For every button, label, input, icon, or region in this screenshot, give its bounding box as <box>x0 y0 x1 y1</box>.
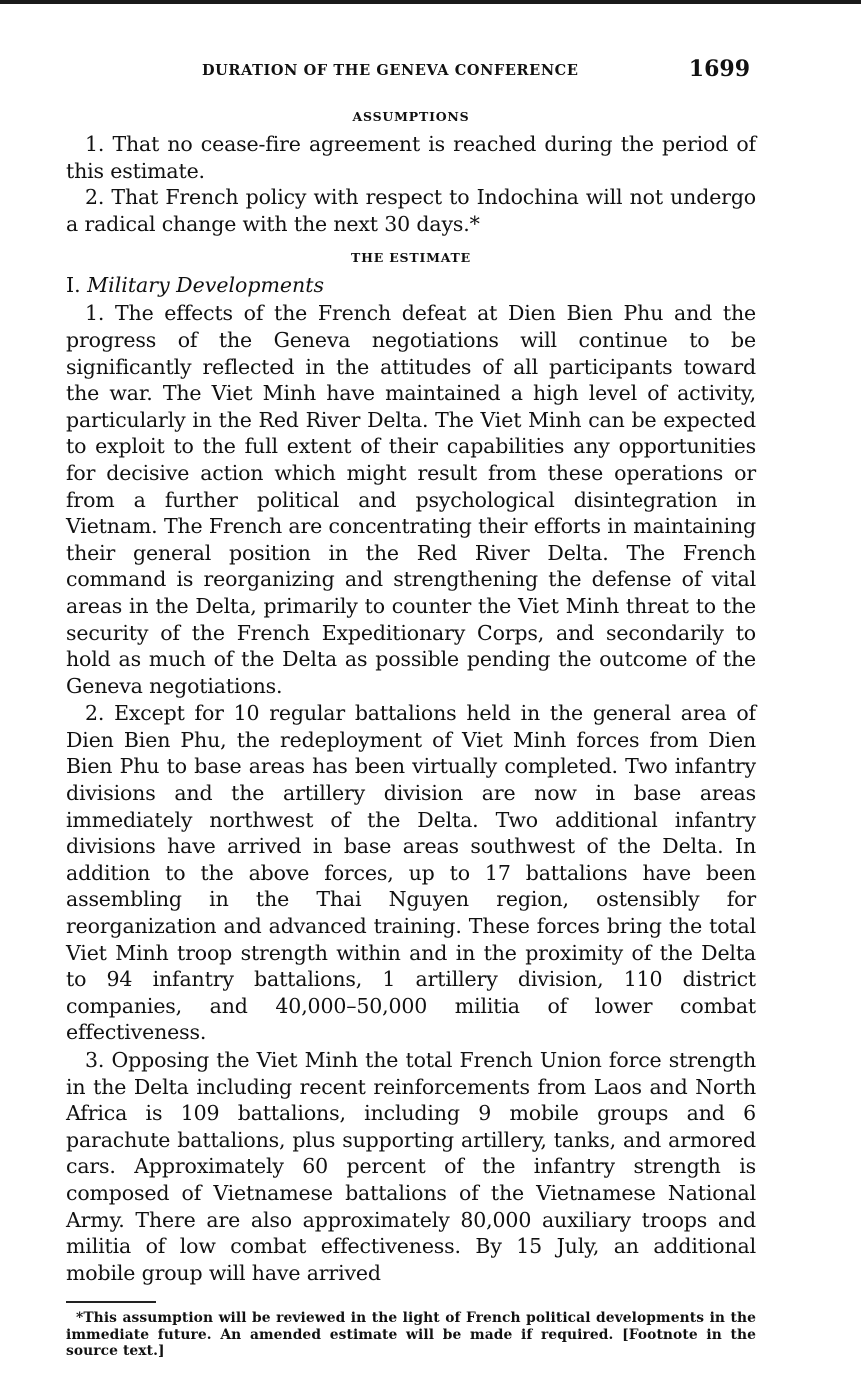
estimate-paragraph: 2. Except for 10 regular battalions held in the general area of Dien Bien Phu, the redeployment of Viet Minh forces from Dien Bien Phu to base areas has been virtually completed. Two infantry divisions and the artillery division are now in base areas immediately northwest of the Delta. Two additional infantry divisions have arrived in base areas southwest of the Delta. In addition to the above forces, up to 17 battalions have been assembling in the Thai Nguyen region, ostensibly for reorganization and advanced training. These forces bring the total Viet Minh troop strength within and in the proximity of the Delta to 94 infantry battalions, 1 artillery division, 110 district companies, and 40,000–50,000 militia of lower combat effectiveness. <box>66 701 756 1045</box>
page-number: 1699 <box>688 56 750 82</box>
part-title: Military Developments <box>87 273 325 298</box>
assumptions-heading: ASSUMPTIONS <box>352 109 470 124</box>
document-page <box>66 56 756 1360</box>
estimate-heading: THE ESTIMATE <box>351 250 471 266</box>
running-head <box>66 56 756 86</box>
top-edge-rule <box>0 0 861 4</box>
part-heading <box>66 272 756 300</box>
footnote: *This assumption will be reviewed in the light of French political developments in the immediate future. An amended estimate will be made if required. [Footnote in the source text.] <box>66 1309 756 1360</box>
assumption-item: 1. That no cease-fire agreement is reached during the period of this estimate. <box>66 132 756 183</box>
estimate-paragraph: 1. The effects of the French defeat at Dien Bien Phu and the progress of the Geneva negotiations will continue to be significantly reflected in the attitudes of all participants toward the war. The Viet Minh have maintained a high level of activity, particularly in the Red River Delta. The Viet Minh can be expected to exploit to the full extent of their capabilities any opportunities for decisive action which might result from these operations or from a further political and psychological disintegration in Vietnam. The French are concentrating their efforts in maintaining their general position in the Red River Delta. The French command is reorganizing and strengthening the defense of vital areas in the Delta, primarily to counter the Viet Minh threat to the security of the French Expeditionary Corps, and secondarily to hold as much of the Delta as possible pending the outcome of the Geneva negotiations. <box>66 301 756 698</box>
part-number: I. <box>66 273 81 298</box>
running-title: DURATION OF THE GENEVA CONFERENCE <box>202 62 579 79</box>
footnote-rule <box>66 1301 156 1303</box>
estimate-paragraph: 3. Opposing the Viet Minh the total French Union force strength in the Delta including recent reinforcements from Laos and North Africa is 109 battalions, including 9 mobile groups and 6 parachute battalions, plus supporting artillery, tanks, and armored cars. Approximately 60 percent of the infantry strength is composed of Vietnamese battalions of the Vietnamese National Army. There are also approximately 80,000 auxiliary troops and militia of low combat effectiveness. By 15 July, an additional mobile group will have arrived <box>66 1048 756 1285</box>
assumption-item: 2. That French policy with respect to Indochina will not undergo a radical change with the next 30 days.* <box>66 185 756 236</box>
